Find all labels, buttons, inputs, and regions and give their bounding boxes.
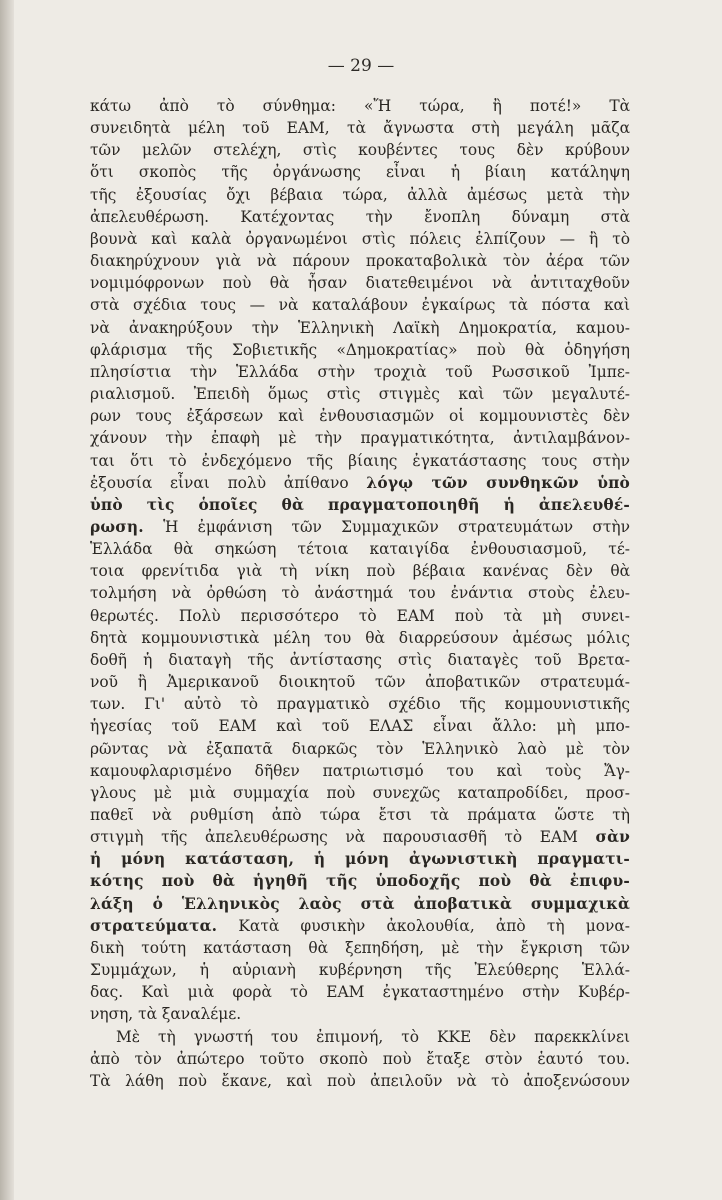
text-segment: θερωτές. Πολὺ περισσότερο τὸ ΕΑΜ ποὺ τὰ μὴ συνει-: [90, 606, 630, 625]
text-line: [90, 472, 630, 494]
page-number: — 29 —: [327, 56, 395, 76]
text-line: [90, 981, 630, 1003]
bold-text-segment: ρωση.: [90, 517, 144, 536]
text-line: [90, 206, 630, 228]
text-segment: βουνὰ καὶ καλὰ ὀργανωμένοι στὶς πόλεις ἐλπίζουν — ἢ τὸ: [90, 229, 630, 248]
text-segment: νηση, τὰ ξαναλέμε.: [90, 1005, 242, 1024]
bold-text-segment: λόγῳ τῶν συνθηκῶν ὑπὸ: [366, 473, 630, 492]
bold-text-segment: σὰν: [595, 828, 630, 847]
text-segment: Ἡ ἐμφάνιση τῶν Συμμαχικῶν στρατευμάτων στὴν: [143, 517, 630, 536]
text-line: [90, 294, 630, 316]
text-line: [90, 937, 630, 959]
bold-text-segment: στρατεύματα.: [90, 916, 218, 935]
text-line: [90, 649, 630, 671]
text-line: [90, 671, 630, 693]
text-segment: νοῦ ἢ Ἀμερικανοῦ διοικητοῦ τῶν ἀποβατικῶν στρατευμά-: [90, 673, 630, 692]
text-segment: κάτω ἀπὸ τὸ σύνθημα: «Ἤ τώρα, ἢ ποτέ!» Τὰ: [90, 97, 630, 115]
text-segment: παθεῖ νὰ ρυθμίση ἀπὸ τώρα ἔτσι τὰ πράματα ὥστε τὴ: [90, 806, 630, 824]
text-segment: νὰ ἀνακηρύξουν τὴν Ἑλληνικὴ Λαϊκὴ Δημοκρατία, καμου-: [90, 318, 630, 337]
text-line: [90, 95, 630, 117]
text-line: [90, 538, 630, 560]
text-line: [90, 959, 630, 981]
text-segment: πλησίστια τὴν Ἑλλάδα στὴν τροχιὰ τοῦ Ρωσσικοῦ Ἰμπε-: [90, 362, 630, 381]
text-segment: ριαλισμοῦ. Ἐπειδὴ ὅμως στὶς στιγμὲς καὶ τῶν μεγαλυτέ-: [90, 385, 630, 404]
text-line: [90, 605, 630, 627]
bold-text-segment: ὑπὸ τὶς ὁποῖες θὰ πραγματοποιηθῆ ἡ ἀπελευθέ-: [90, 495, 630, 514]
text-segment: Κατὰ φυσικὴν ἀκολουθία, ἀπὸ τὴ μονα-: [217, 916, 630, 935]
text-line: [90, 139, 630, 161]
text-segment: ἐξουσία εἶναι πολὺ ἀπίθανο: [90, 473, 367, 492]
text-line: [90, 848, 630, 870]
text-line: [90, 1048, 630, 1070]
text-segment: ἀπελευθέρωση. Κατέχοντας τὴν ἔνοπλη δύναμη στὰ: [90, 207, 630, 226]
text-segment: γλους μὲ μιὰ συμμαχία ποὺ συνεχῶς καταπροδίδει, προσ-: [90, 783, 630, 802]
text-line: [90, 1026, 630, 1048]
text-line: [90, 427, 630, 449]
text-segment: ἡγεσίας τοῦ ΕΑΜ καὶ τοῦ ΕΛΑΣ εἶναι ἄλλο: μὴ μπο-: [90, 717, 630, 736]
text-line: [90, 693, 630, 715]
text-segment: νομιμόφρονων ποὺ θὰ ἦσαν διατεθειμένοι νὰ ἀντιταχθοῦν: [90, 274, 630, 293]
text-segment: Ἑλλάδα θὰ σηκώση τέτοια καταιγίδα ἐνθουσιασμοῦ, τέ-: [90, 540, 630, 559]
text-segment: στιγμὴ τῆς ἀπελευθέρωσης νὰ παρουσιασθῆ τὸ ΕΑΜ: [90, 828, 596, 847]
text-line: [90, 494, 630, 516]
text-segment: φλάρισμα τῆς Σοβιετικῆς «Δημοκρατίας» ποὺ θὰ ὁδηγήση: [90, 340, 630, 359]
text-line: [90, 1003, 630, 1025]
body-text: [90, 95, 630, 1092]
text-line: [90, 627, 630, 649]
text-segment: ἀπὸ τὸν ἀπώτερο τοῦτο σκοπὸ ποὺ ἔταξε στὸν ἑαυτό του.: [90, 1049, 630, 1068]
text-segment: συνειδητὰ μέλη τοῦ ΕΑΜ, τὰ ἄγνωστα στὴ μεγάλη μᾶζα: [90, 119, 630, 138]
text-line: [90, 582, 630, 604]
text-segment: τῶν μελῶν στελέχη, στὶς κουβέντες τους δὲν κρύβουν: [90, 141, 630, 160]
text-segment: ται ὅτι τὸ ἐνδεχόμενο τῆς βίαιης ἐγκατάστασης τους στὴν: [90, 451, 630, 470]
text-segment: τῆς ἐξουσίας ὄχι βέβαια τώρα, ἀλλὰ ἀμέσως μετὰ τὴν: [90, 185, 630, 204]
bold-text-segment: ἡ μόνη κατάσταση, ἡ μόνη ἀγωνιστικὴ πραγματι-: [90, 850, 630, 869]
text-line: [90, 339, 630, 361]
text-segment: ρῶντας νὰ ἐξαπατᾶ διαρκῶς τὸν Ἑλληνικὸ λαὸ μὲ τὸν: [90, 739, 630, 758]
text-line: [90, 804, 630, 826]
text-line: [90, 117, 630, 139]
text-line: [90, 560, 630, 582]
text-line: [90, 250, 630, 272]
text-line: [90, 383, 630, 405]
text-line: [90, 405, 630, 427]
text-line: [90, 272, 630, 294]
bold-text-segment: κότης ποὺ θὰ ἡγηθῆ τῆς ὑποδοχῆς ποὺ θὰ ἐπιφυ-: [90, 872, 630, 891]
text-line: [90, 715, 630, 737]
text-line: [90, 738, 630, 760]
text-segment: δοθῆ ἡ διαταγὴ τῆς ἀντίστασης στὶς διαταγὲς τοῦ Βρετα-: [90, 650, 630, 669]
text-line: [90, 184, 630, 206]
text-segment: χάνουν τὴν ἐπαφὴ μὲ τὴν πραγματικότητα, ἀντιλαμβάνον-: [90, 429, 630, 448]
text-segment: στὰ σχέδια τους — νὰ καταλάβουν ἐγκαίρως τὰ πόστα καὶ: [90, 296, 630, 315]
text-line: [90, 893, 630, 915]
text-line: [90, 450, 630, 472]
text-line: [90, 161, 630, 183]
text-line: [90, 782, 630, 804]
text-line: [90, 516, 630, 538]
text-segment: τοια φρενίτιδα γιὰ τὴ νίκη ποὺ βέβαια κανένας δὲν θὰ: [90, 562, 630, 581]
text-segment: δητὰ κομμουνιστικὰ μέλη του θὰ διαρρεύσουν ἀμέσως μόλις: [90, 628, 630, 647]
text-line: [90, 1070, 630, 1092]
text-segment: καμουφλαρισμένο δῆθεν πατριωτισμό του καὶ τοὺς Ἄγ-: [90, 761, 630, 780]
text-segment: των. Γι' αὐτὸ τὸ πραγματικὸ σχέδιο τῆς κομμουνιστικῆς: [90, 695, 630, 714]
text-line: [90, 915, 630, 937]
text-segment: δικὴ τούτη κατάσταση θὰ ξεπηδήση, μὲ τὴν ἔγκριση τῶν: [90, 938, 630, 957]
text-segment: Συμμάχων, ἡ αὐριανὴ κυβέρνηση τῆς Ἐλεύθερης Ἑλλά-: [90, 961, 630, 980]
text-segment: ρων τους ἐξάρσεων καὶ ἐνθουσιασμῶν οἱ κομμουνιστὲς δὲν: [90, 407, 630, 426]
text-line: [90, 317, 630, 339]
bold-text-segment: λάξη ὁ Ἑλληνικὸς λαὸς στὰ ἀποβατικὰ συμμαχικὰ: [90, 894, 630, 913]
text-line: [90, 760, 630, 782]
text-line: [90, 228, 630, 250]
text-line: [90, 826, 630, 848]
text-segment: δας. Καὶ μιὰ φορὰ τὸ ΕΑΜ ἐγκαταστημένο στὴν Κυβέρ-: [90, 983, 630, 1002]
text-line: [90, 870, 630, 892]
text-segment: Τὰ λάθη ποὺ ἔκανε, καὶ ποὺ ἀπειλοῦν νὰ τὸ ἀποξενώσουν: [90, 1071, 630, 1090]
text-segment: ὅτι σκοπὸς τῆς ὀργάνωσης εἶναι ἡ βίαιη κατάληψη: [90, 163, 630, 182]
text-segment: τολμήση νὰ ὀρθώση τὸ ἀνάστημά του ἐνάντια στοὺς ἐλευ-: [90, 584, 630, 603]
text-segment: διακηρύχνουν γιὰ νὰ πάρουν προκαταβολικὰ τὸν ἀέρα τῶν: [90, 252, 630, 271]
text-line: [90, 361, 630, 383]
text-segment: Μὲ τὴ γνωστή του ἐπιμονή, τὸ ΚΚΕ δὲν παρεκκλίνει: [116, 1027, 630, 1046]
